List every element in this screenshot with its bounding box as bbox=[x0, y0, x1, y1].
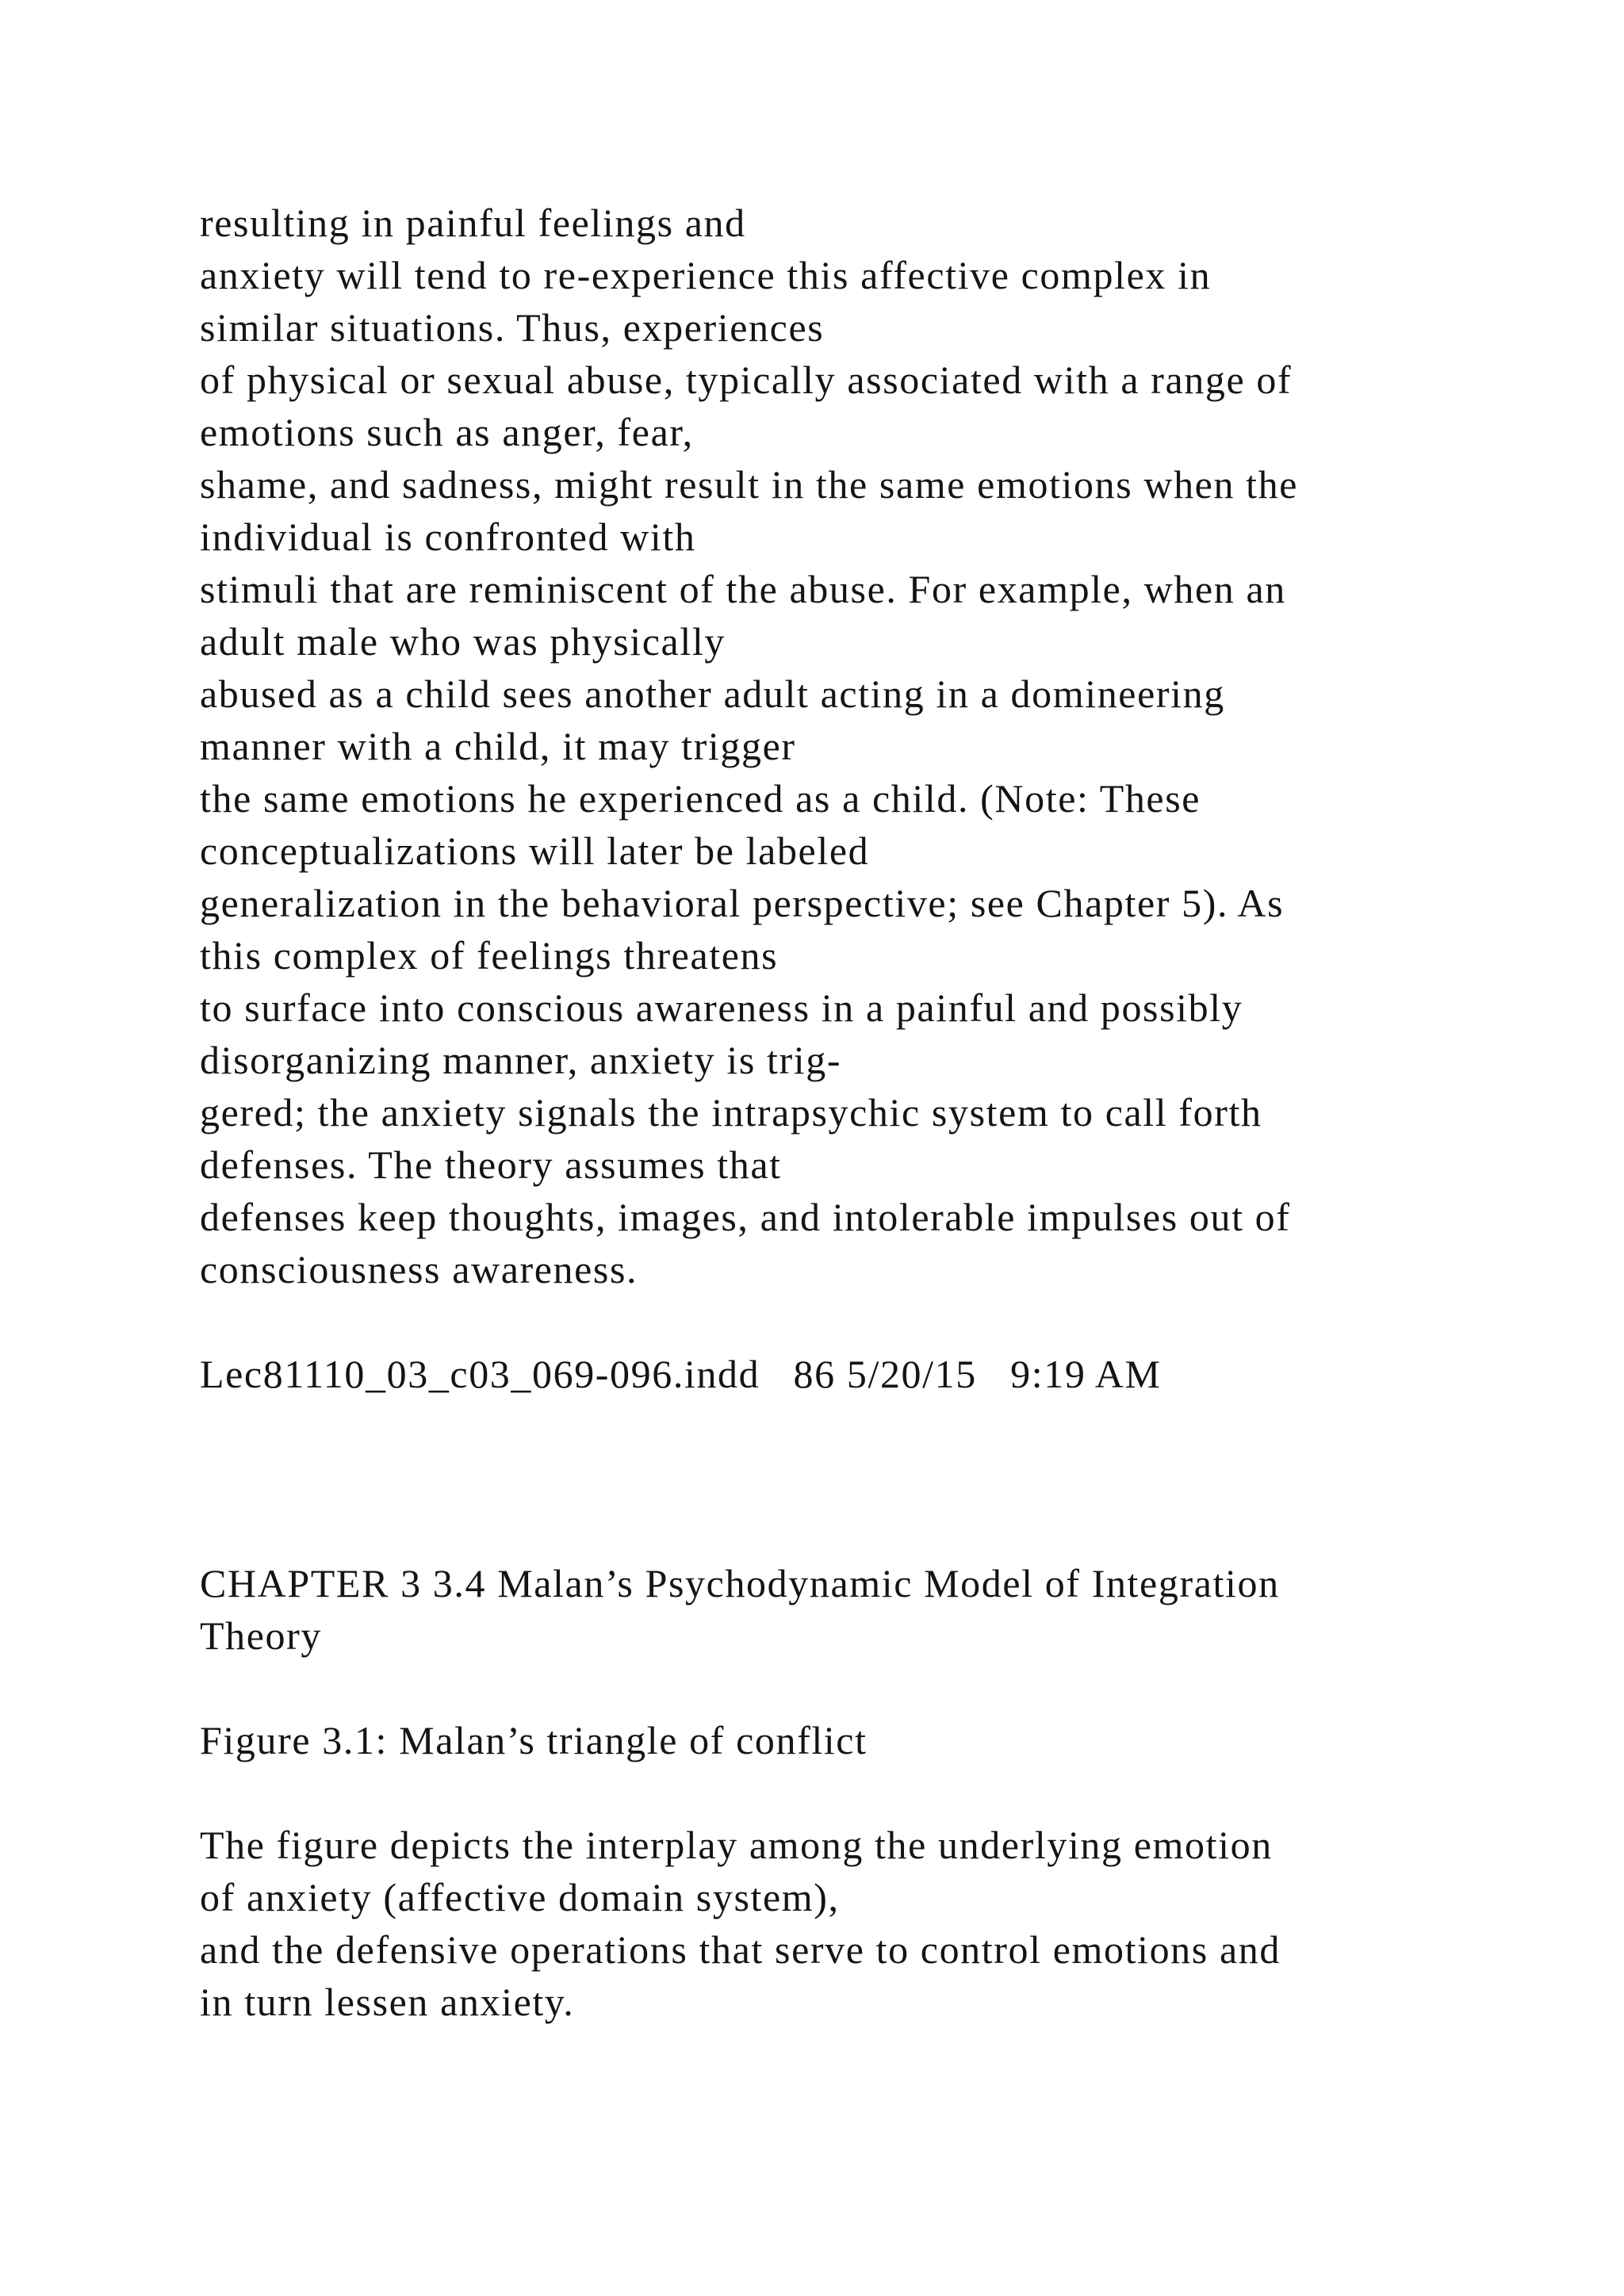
text-line: emotions such as anger, fear, bbox=[200, 410, 694, 454]
text-line: individual is confronted with bbox=[200, 515, 696, 559]
text-line: resulting in painful feelings and bbox=[200, 201, 746, 245]
text-line: The figure depicts the interplay among the underlying emotion bbox=[200, 1823, 1273, 1867]
text-line: disorganizing manner, anxiety is trig- bbox=[200, 1038, 842, 1082]
text-line: this complex of feelings threatens bbox=[200, 933, 779, 978]
text-line: the same emotions he experienced as a child. (Note: These bbox=[200, 776, 1201, 821]
file-info-line: Lec81110_03_c03_069-096.indd 86 5/20/15 9:19 AM bbox=[200, 1352, 1162, 1396]
text-line: defenses keep thoughts, images, and intolerable impulses out of bbox=[200, 1195, 1291, 1239]
text-line: and the defensive operations that serve to control emotions and bbox=[200, 1927, 1281, 1972]
text-line: similar situations. Thus, experiences bbox=[200, 305, 825, 350]
text-line: defenses. The theory assumes that bbox=[200, 1142, 782, 1187]
chapter-heading-line: CHAPTER 3 3.4 Malan’s Psychodynamic Model of Integration bbox=[200, 1561, 1280, 1605]
text-line: anxiety will tend to re-experience this affective complex in bbox=[200, 253, 1212, 297]
text-line: of anxiety (affective domain system), bbox=[200, 1875, 840, 1919]
text-line: stimuli that are reminiscent of the abuse. For example, when an bbox=[200, 567, 1286, 611]
text-line: of physical or sexual abuse, typically associated with a range of bbox=[200, 358, 1293, 402]
text-line: gered; the anxiety signals the intrapsychic system to call forth bbox=[200, 1090, 1262, 1135]
text-line: in turn lessen anxiety. bbox=[200, 1980, 575, 2024]
text-line: conceptualizations will later be labeled bbox=[200, 828, 870, 873]
text-line: consciousness awareness. bbox=[200, 1247, 638, 1292]
text-line: adult male who was physically bbox=[200, 619, 726, 664]
text-line: abused as a child sees another adult acting in a domineering bbox=[200, 672, 1225, 716]
text-line: to surface into conscious awareness in a painful and possibly bbox=[200, 985, 1243, 1030]
figure-caption: Figure 3.1: Malan’s triangle of conflict bbox=[200, 1718, 868, 1762]
chapter-heading-line: Theory bbox=[200, 1613, 322, 1658]
text-line: shame, and sadness, might result in the same emotions when the bbox=[200, 462, 1299, 507]
text-line: manner with a child, it may trigger bbox=[200, 724, 796, 768]
text-line: generalization in the behavioral perspective; see Chapter 5). As bbox=[200, 881, 1285, 925]
